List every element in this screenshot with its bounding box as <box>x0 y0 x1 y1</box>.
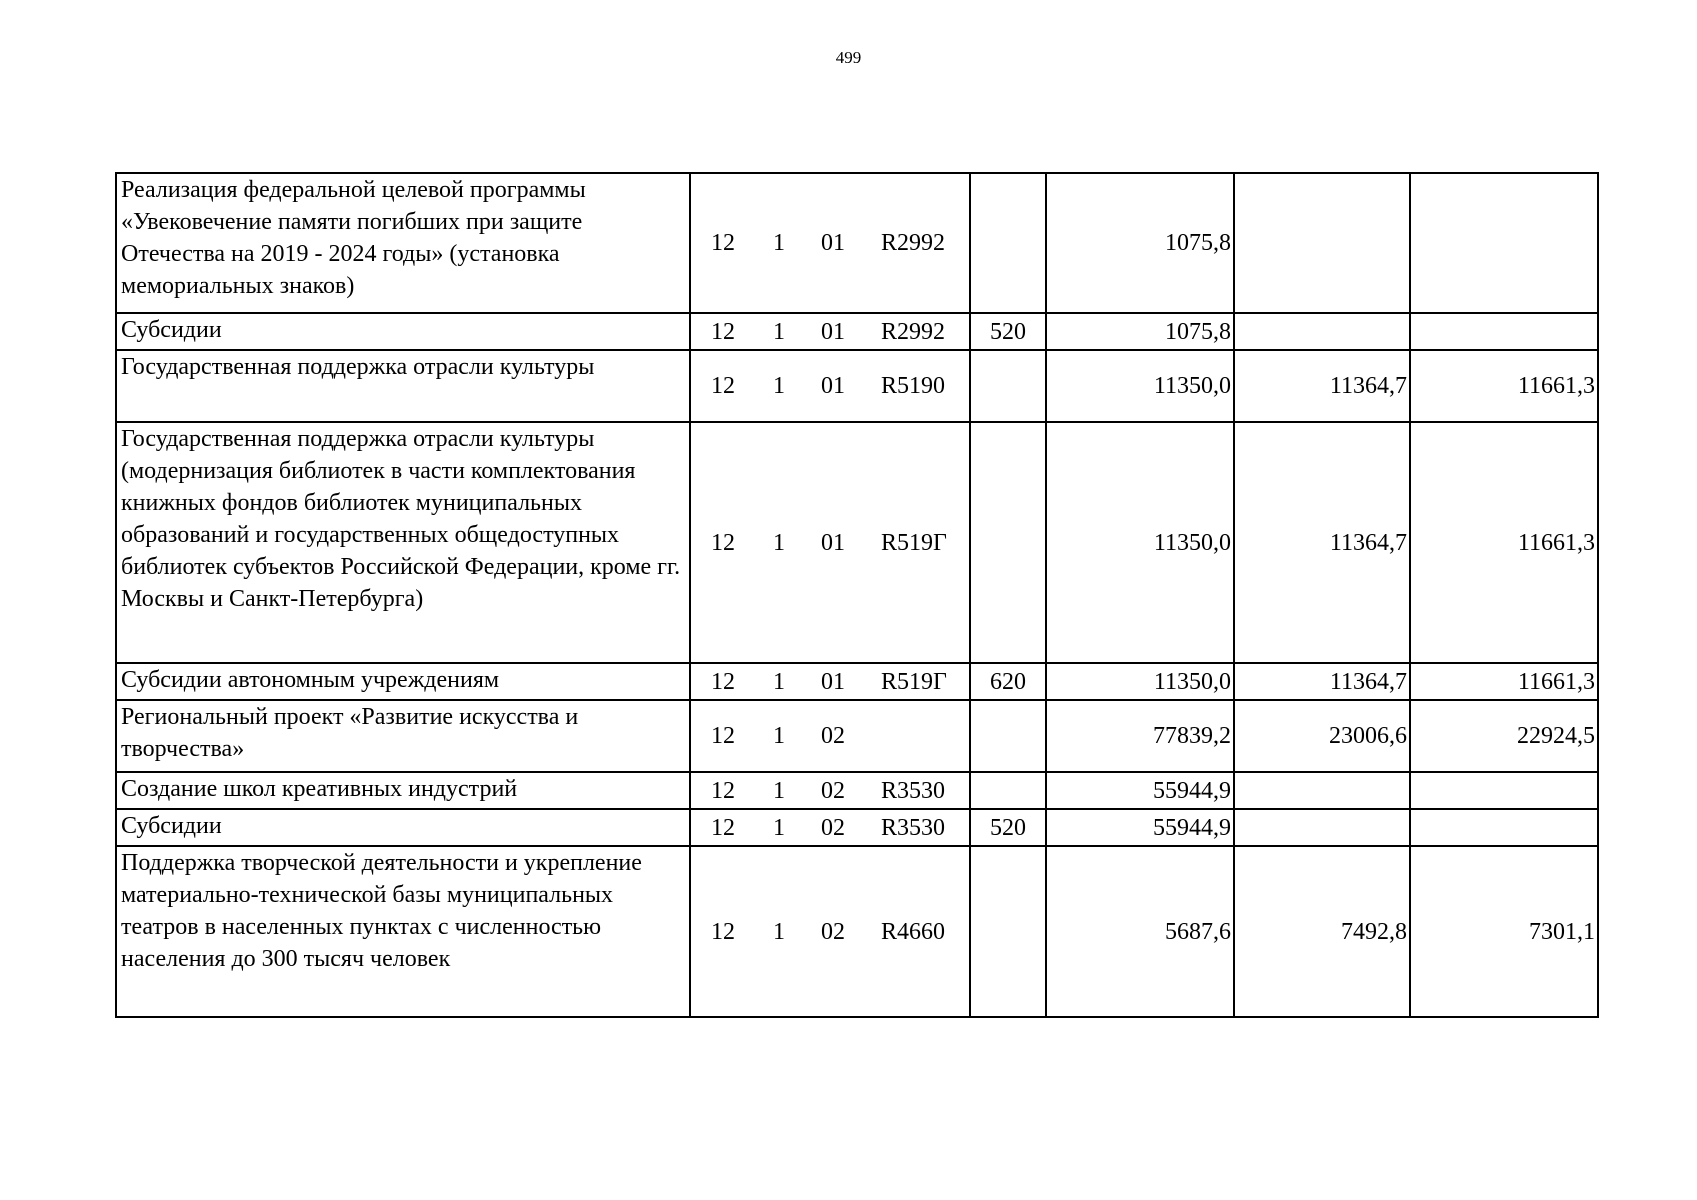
table-row <box>116 313 1598 350</box>
row-expense-type <box>970 772 1046 809</box>
row-sum-1: 77839,2 <box>1046 700 1234 772</box>
row-sum-2: 23006,6 <box>1234 700 1410 772</box>
row-sum-1: 11350,0 <box>1046 422 1234 663</box>
table-row <box>116 422 1598 663</box>
code-direction: R519Г <box>881 529 947 556</box>
code-subprogram: 01 <box>821 529 845 556</box>
code-subprogram: 01 <box>821 230 845 256</box>
row-sum-1: 11350,0 <box>1046 350 1234 422</box>
row-expense-type <box>970 173 1046 313</box>
row-name: Поддержка творческой деятельности и укрепление материально-технической базы муниципальных театров в населенных пунктах с численностью населения до 300 тысяч человек <box>116 846 690 1017</box>
code-subprogram: 02 <box>821 918 845 945</box>
code-section: 12 <box>711 668 735 695</box>
code-direction: R4660 <box>881 918 946 945</box>
row-codes <box>690 700 970 772</box>
row-sum-2 <box>1234 772 1410 809</box>
code-section: 12 <box>711 814 735 841</box>
row-codes <box>690 422 970 663</box>
table-row <box>116 663 1598 700</box>
row-name: Субсидии автономным учреждениям <box>116 663 690 700</box>
row-sum-1: 55944,9 <box>1046 809 1234 846</box>
code-subprogram: 02 <box>821 814 845 841</box>
code-section: 12 <box>711 230 735 256</box>
row-sum-3: 11661,3 <box>1410 663 1598 700</box>
code-program: 1 <box>773 723 785 749</box>
row-expense-type <box>970 846 1046 1017</box>
row-sum-1: 1075,8 <box>1046 173 1234 313</box>
code-section: 12 <box>711 373 735 399</box>
row-sum-3: 7301,1 <box>1410 846 1598 1017</box>
code-direction: R5190 <box>881 373 946 399</box>
row-expense-type <box>970 422 1046 663</box>
row-sum-1: 5687,6 <box>1046 846 1234 1017</box>
code-section: 12 <box>711 529 735 556</box>
row-codes <box>690 313 970 350</box>
row-sum-3: 22924,5 <box>1410 700 1598 772</box>
row-expense-type: 520 <box>970 313 1046 350</box>
code-section: 12 <box>711 918 735 945</box>
code-direction: R2992 <box>881 230 946 256</box>
row-codes <box>690 809 970 846</box>
row-sum-3 <box>1410 809 1598 846</box>
row-name: Субсидии <box>116 313 690 350</box>
row-sum-1: 11350,0 <box>1046 663 1234 700</box>
row-name: Государственная поддержка отрасли культуры <box>116 350 690 422</box>
row-sum-3 <box>1410 313 1598 350</box>
row-codes <box>690 350 970 422</box>
row-sum-3 <box>1410 772 1598 809</box>
code-program: 1 <box>773 318 785 345</box>
code-subprogram: 01 <box>821 668 845 695</box>
code-direction: R3530 <box>881 814 946 841</box>
table-row <box>116 809 1598 846</box>
table-row <box>116 173 1598 313</box>
row-name: Создание школ креативных индустрий <box>116 772 690 809</box>
row-codes <box>690 663 970 700</box>
row-codes <box>690 173 970 313</box>
row-sum-2: 7492,8 <box>1234 846 1410 1017</box>
code-section: 12 <box>711 777 735 804</box>
page-number: 499 <box>835 48 862 67</box>
budget-table <box>115 172 1599 1018</box>
row-expense-type <box>970 350 1046 422</box>
row-sum-2: 11364,7 <box>1234 663 1410 700</box>
row-sum-3: 11661,3 <box>1410 350 1598 422</box>
code-subprogram: 02 <box>821 777 845 804</box>
row-expense-type: 620 <box>970 663 1046 700</box>
row-expense-type <box>970 700 1046 772</box>
code-program: 1 <box>773 668 785 695</box>
row-expense-type: 520 <box>970 809 1046 846</box>
table-row <box>116 772 1598 809</box>
row-sum-3 <box>1410 173 1598 313</box>
code-direction: R2992 <box>881 318 946 345</box>
row-sum-1: 55944,9 <box>1046 772 1234 809</box>
code-section: 12 <box>711 318 735 345</box>
row-codes <box>690 846 970 1017</box>
code-program: 1 <box>773 918 785 945</box>
row-sum-2 <box>1234 809 1410 846</box>
row-sum-1: 1075,8 <box>1046 313 1234 350</box>
code-section: 12 <box>711 723 735 749</box>
row-name: Региональный проект «Развитие искусства и творчества» <box>116 700 690 772</box>
code-subprogram: 01 <box>821 373 845 399</box>
row-sum-2 <box>1234 173 1410 313</box>
code-subprogram: 02 <box>821 723 845 749</box>
row-sum-3: 11661,3 <box>1410 422 1598 663</box>
code-program: 1 <box>773 230 785 256</box>
table-row <box>116 846 1598 1017</box>
row-sum-2: 11364,7 <box>1234 350 1410 422</box>
code-subprogram: 01 <box>821 318 845 345</box>
row-name: Реализация федеральной целевой программы «Увековечение памяти погибших при защите Отечества на 2019 - 2024 годы» (установка мемориальных знаков) <box>116 173 690 313</box>
row-sum-2: 11364,7 <box>1234 422 1410 663</box>
row-name: Субсидии <box>116 809 690 846</box>
code-program: 1 <box>773 373 785 399</box>
code-direction: R519Г <box>881 668 947 695</box>
code-program: 1 <box>773 529 785 556</box>
row-name: Государственная поддержка отрасли культуры (модернизация библиотек в части комплектования книжных фондов библиотек муниципальных образований и государственных общедоступных библиотек субъектов Российской Федерации, кроме гг. Москвы и Санкт-Петербурга) <box>116 422 690 663</box>
code-program: 1 <box>773 814 785 841</box>
table-row <box>116 350 1598 422</box>
row-sum-2 <box>1234 313 1410 350</box>
code-direction: R3530 <box>881 777 946 804</box>
row-codes <box>690 772 970 809</box>
table-row <box>116 700 1598 772</box>
code-program: 1 <box>773 777 785 804</box>
